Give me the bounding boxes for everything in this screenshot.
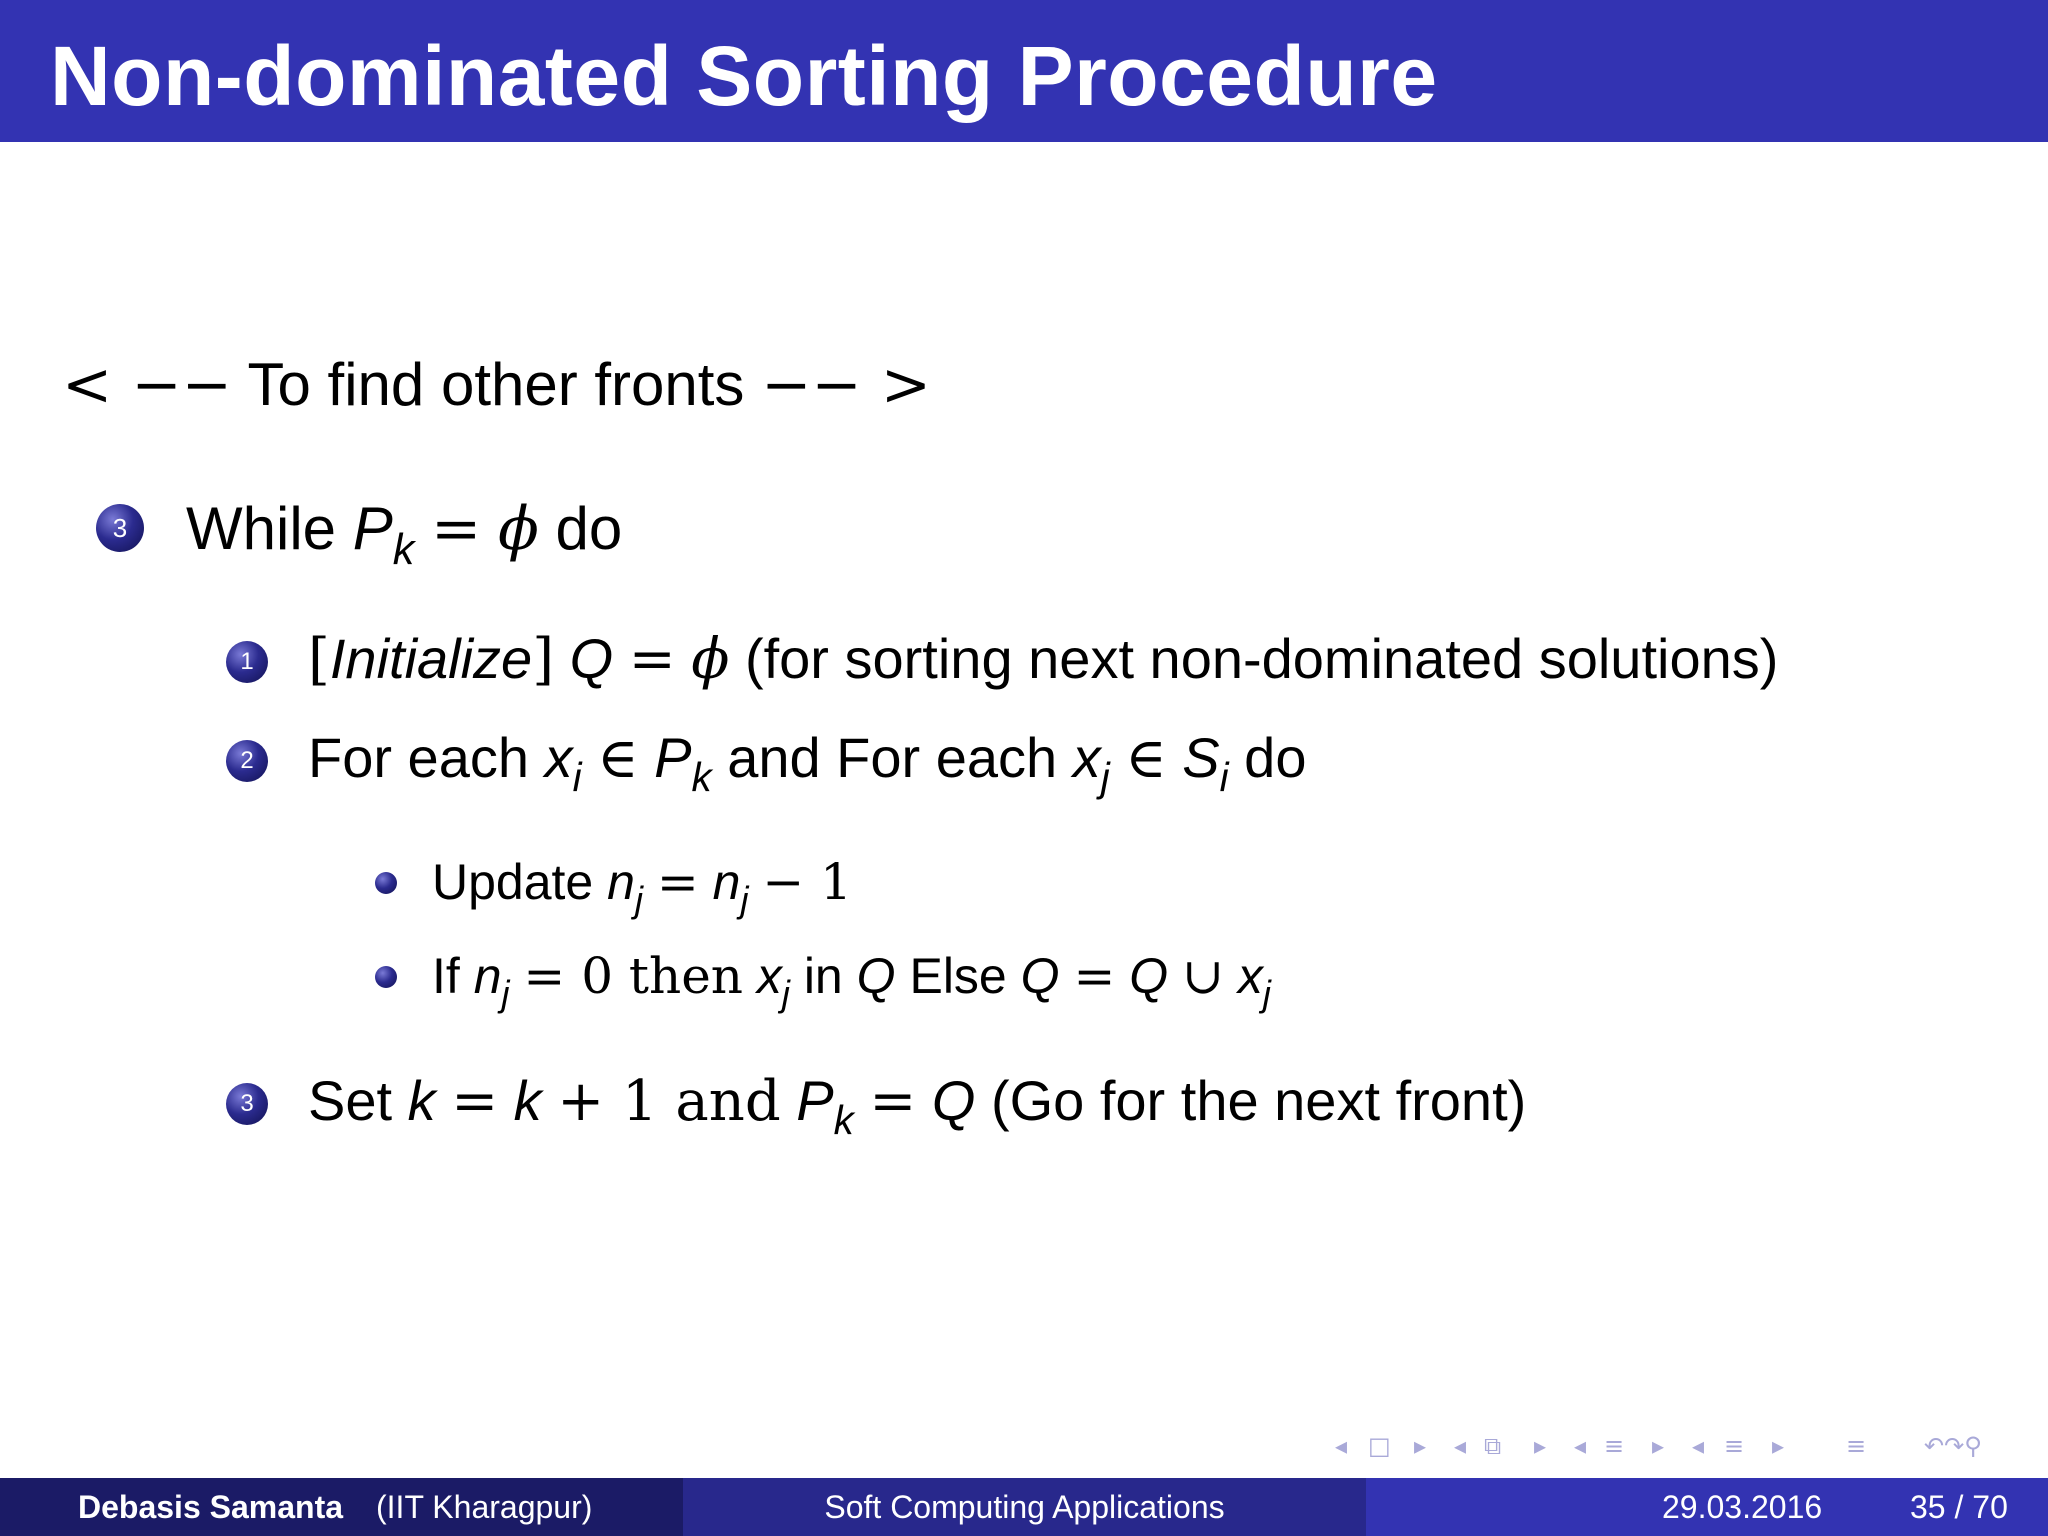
sub-item-set: Set k = k + 1 and $P_k = Q$ (Go for the next front) — [308, 1069, 1527, 1144]
footer-date-block — [1366, 1478, 2048, 1536]
main-item-while: While $P_k = \phi$ do — [186, 494, 623, 575]
title-bar — [0, 0, 2048, 142]
footer-author-block — [0, 1478, 683, 1536]
footer-affiliation: (IIT Kharagpur) — [376, 1489, 593, 1525]
nav-section-forward-icon[interactable]: ▸ — [1652, 1432, 1665, 1460]
nav-frame-back-icon[interactable]: ◂ — [1335, 1432, 1348, 1460]
nav-subsection-icon[interactable]: ⧉ — [1484, 1432, 1502, 1460]
sub-item-initialize: [Initialize] Q = ϕ (for sorting next non-dominated solutions) — [308, 627, 1779, 692]
nav-subsection-forward-icon[interactable]: ▸ — [1534, 1432, 1547, 1460]
enum-ball-2: 2 — [226, 740, 268, 782]
nav-doc-forward-icon[interactable]: ▸ — [1772, 1432, 1785, 1460]
nav-doc-back-icon[interactable]: ◂ — [1692, 1432, 1705, 1460]
bullet-if: If $n_j = 0$ then $x_j$ in Q Else Q = Q ∪ $x_j$ — [432, 947, 1271, 1014]
slide-title: Non-dominated Sorting Procedure — [50, 29, 1438, 123]
footer-date: 29.03.2016 — [1662, 1489, 1823, 1525]
enum-ball-1: 1 — [226, 641, 268, 683]
nav-frame-icon[interactable]: □ — [1368, 1432, 1391, 1460]
footer-page-number: 35 / 70 — [1910, 1489, 2008, 1525]
bullet-update: Update $n_j = n_j - 1$ — [432, 853, 852, 920]
nav-frame-forward-icon[interactable]: ▸ — [1414, 1432, 1427, 1460]
enum-ball-3: 3 — [96, 504, 144, 552]
nav-section-icon[interactable]: ≡ — [1604, 1432, 1625, 1460]
nav-appendix-icon[interactable]: ≡ — [1846, 1432, 1867, 1460]
footer-author: Debasis Samanta — [78, 1489, 344, 1525]
bullet-dot — [375, 872, 397, 894]
footer-course-block — [683, 1478, 1366, 1536]
bullet-dot — [375, 966, 397, 988]
nav-section-back-icon[interactable]: ◂ — [1574, 1432, 1587, 1460]
enum-ball-3-sub: 3 — [226, 1083, 268, 1125]
section-heading-text: To find other fronts — [247, 351, 745, 418]
footer — [0, 1478, 2048, 1536]
sub-item-for-each: For each $x_i$ ∈ $P_k$ and For each $x_j$ ∈ $S_i$ do — [308, 726, 1307, 801]
nav-undo-redo-search-icon[interactable]: ↶↷⚲ — [1924, 1432, 1982, 1460]
nav-doc-icon[interactable]: ≡ — [1724, 1432, 1745, 1460]
nav-subsection-back-icon[interactable]: ◂ — [1454, 1432, 1467, 1460]
section-heading: < −− To find other fronts −− > — [62, 350, 932, 420]
footer-course: Soft Computing Applications — [824, 1489, 1225, 1525]
